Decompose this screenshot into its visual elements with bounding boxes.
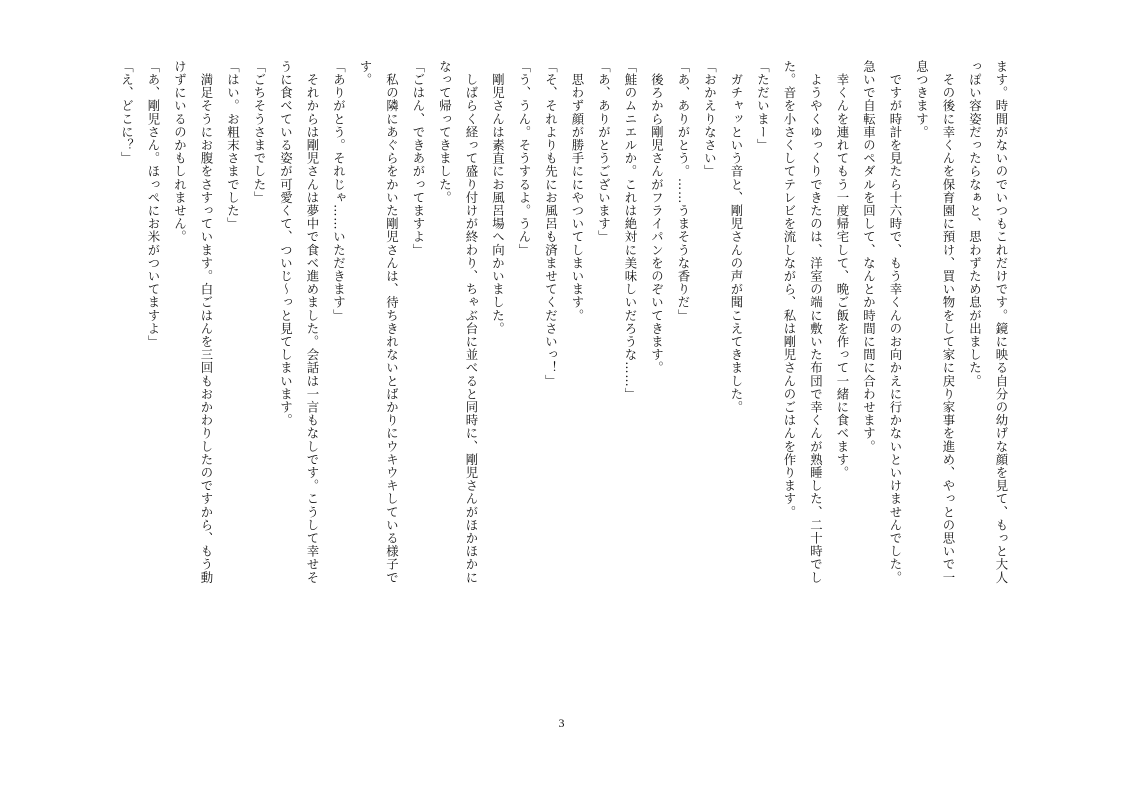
text-line: うに食べている姿が可愛くて、ついじ～っと見てしまいます。 (278, 60, 294, 427)
text-line: 「おかえりなさい」 (702, 60, 718, 178)
text-line: 後ろから剛児さんがフライパンをのぞいてきます。 (649, 60, 665, 375)
text-line: 「はい。お粗末さまでした」 (225, 60, 241, 231)
text-line: 「え、どこに？」 (119, 60, 135, 165)
text-line: 幸くんを連れてもう一度帰宅して、晩ご飯を作って一緒に食べます。 (835, 60, 850, 480)
text-line: 「あ、剛児さん。ほっぺにお米がついてますよ」 (146, 60, 161, 349)
text-line: 「あ、ありがとうございます」 (596, 60, 612, 244)
text-line: なって帰ってきました。 (437, 60, 453, 205)
text-line: それからは剛児さんは夢中で食べ進めました。会話は一言もなしです。こうして幸せそ (305, 60, 320, 584)
text-line: 「ただいまー」 (755, 60, 771, 152)
text-line: 思わず顔が勝手ににやついてしまいます。 (570, 60, 585, 322)
text-line: 息つきます。 (914, 60, 930, 139)
text-line: 「ごちそうさまでした」 (252, 60, 267, 205)
page-number: 3 (558, 716, 565, 730)
text-line: 満足そうにお腹をさすっています。白ごはんを三回もおかわりしたのですから、もう動 (199, 60, 214, 584)
text-line: た。音を小さくしてテレビを流しながら、私は剛児さんのごはんを作ります。 (782, 60, 797, 519)
text-line: その後に幸くんを保育園に預け、買い物をして家に戻り家事を進め、やっとの思いで一 (941, 60, 956, 584)
text-line: 急いで自転車のペダルを回して、なんとか時間に間に合わせます。 (861, 60, 877, 453)
text-line: 私の隣にあぐらをかいた剛児さんは、待ちきれないとばかりにウキウキしている様子で (384, 60, 400, 584)
text-line: 「う、うん。そうするよ。うん」 (517, 60, 532, 257)
text-line: っぽい容姿だったらなぁと、思わずため息が出ました。 (967, 60, 983, 388)
text-line: 「ありがとう。それじゃ……いただきます」 (331, 60, 347, 322)
vertical-text-body (114, 60, 1014, 700)
text-line: 「鮭のムニエルか。これは絶対に美味しいだろうな……」 (623, 60, 638, 401)
text-line: 剛児さんは素直にお風呂場へ向かいました。 (490, 60, 506, 336)
text-line: 「あ、ありがとう。……うまそうな香りだ」 (676, 60, 691, 322)
text-line: す。 (358, 60, 373, 87)
text-line: 「そ、それよりも先にお風呂も済ませてくださいっ！」 (543, 60, 559, 388)
text-line: ます。時間がないのでいつもこれだけです。鏡に映る自分の幼げな顔を見て、もっと大人 (994, 60, 1009, 584)
text-line: ガチャッという音と、剛児さんの声が聞こえてきました。 (729, 60, 744, 414)
text-line: ようやくゆっくりできたのは、洋室の端に敷いた布団で幸くんが熟睡した、二十時でし (808, 60, 824, 584)
text-line: 「ごはん、できあがってますよ」 (411, 60, 426, 257)
text-line: しばらく経って盛り付けが終わり、ちゃぶ台に並べると同時に、剛児さんがほかほかに (464, 60, 479, 584)
text-line: けずにいるのかもしれません。 (172, 60, 188, 244)
text-line: ですが時計を見たら十六時で、もう幸くんのお向かえに行かないといけませんでした。 (888, 60, 903, 584)
